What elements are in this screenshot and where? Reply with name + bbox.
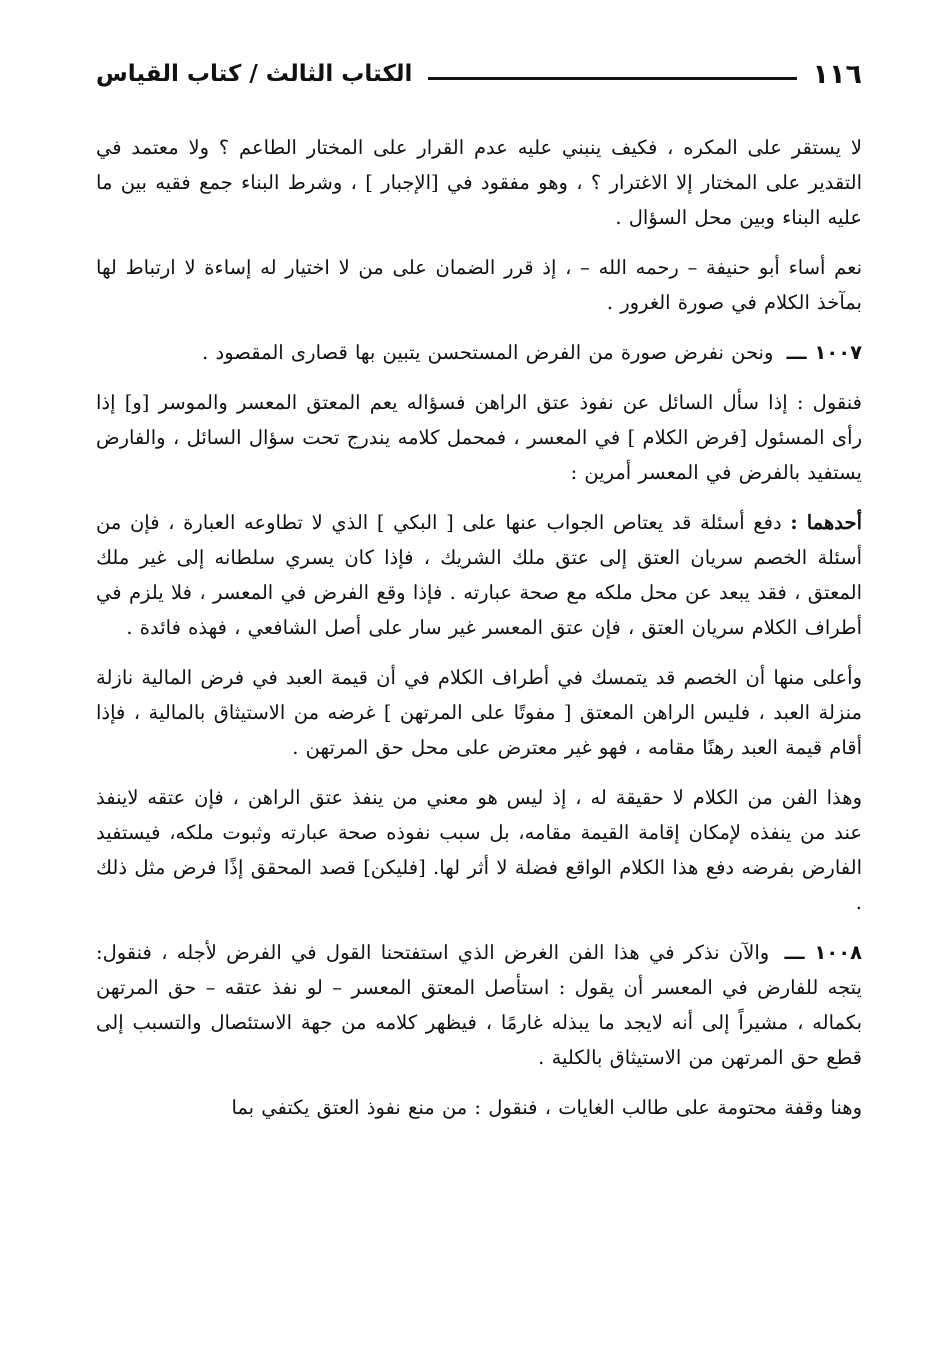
paragraph-text: وأعلى منها أن الخصم قد يتمسك في أطراف الكلام في أن قيمة العبد في فرض المالية نازلة منزلة العبد ، فليس الراهن المعتق [ مفوتًا على المرتهن ] غرضه من الاستيثاق بالمالية ، فإذا أقام قيمة العبد رهنًا مقامه ، فهو غير معترض على محل حق المرتهن .	[96, 666, 862, 759]
paragraph	[96, 660, 862, 765]
paragraph-number: ١٠٠٨ ـــ	[784, 941, 862, 964]
paragraph	[96, 250, 862, 320]
paragraph-text: لا يستقر على المكره ، فكيف ينبني عليه عدم القرار على المختار الطاعم ؟ ولا معتمد في التقدير على المختار إلا الاغترار ؟ ، وهو مفقود في [الإجبار ] ، وشرط البناء جمع فقيه بين ما عليه البناء وبين محل السؤال .	[96, 136, 862, 229]
paragraph-text: والآن نذكر في هذا الفن الغرض الذي استفتحنا القول في الفرض لأجله ، فنقول: يتجه للفارض في المعسر أن يقول : استأصل المعتق المعسر – لو نفذ عتقه – حق المرتهن بكماله ، مشيراً إلى أنه لايجد ما يبذله غارمًا ، فيظهر كلامه من جهة الاستئصال والتسبب إلى قطع حق المرتهن من الاستيثاق بالكلية .	[96, 941, 862, 1069]
body-text	[96, 130, 862, 1125]
paragraph	[96, 780, 862, 920]
paragraph-text: فنقول : إذا سأل السائل عن نفوذ عتق الراهن فسؤاله يعم المعتق المعسر والموسر [و] إذا رأى المسئول [فرض الكلام ] في المعسر ، فمحمل كلامه يندرج تحت سؤال السائل ، والفارض يستفيد بالفرض في المعسر أمرين :	[96, 391, 862, 484]
paragraph	[96, 130, 862, 235]
numbered-paragraph	[96, 935, 862, 1075]
paragraph	[96, 505, 862, 645]
paragraph-text: وهنا وقفة محتومة على طالب الغايات ، فنقول : من منع نفوذ العتق يكتفي بما	[231, 1096, 862, 1119]
running-title: الكتاب الثالث / كتاب القياس	[96, 61, 413, 87]
header-rule	[428, 77, 796, 80]
paragraph-text: وهذا الفن من الكلام لا حقيقة له ، إذ ليس هو معني من ينفذ عتق الراهن ، فإن عتقه لاينفذ عند من ينفذه لإمكان إقامة القيمة مقامه، بل سبب نفوذه صحة عبارته وثبوت ملكه، فيستفيد الفارض بفرضه دفع هذا الكلام الواقع فضلة لا أثر لها. [فليكن] قصد المحقق إذًا فرض مثل ذلك .	[96, 786, 862, 914]
page-number: ١١٦	[812, 58, 862, 90]
paragraph	[96, 385, 862, 490]
paragraph-lead-word: أحدهما :	[790, 511, 863, 534]
paragraph-text: دفع أسئلة قد يعتاص الجواب عنها على [ البكي ] الذي لا تطاوعه العبارة ، فإن من أسئلة الخصم سريان العتق إلى عتق ملك الشريك ، فإذا كان يسري سلطانه إلى غير ملك المعتق ، فقد يبعد عن محل ملكه مع صحة عبارته . فإذا وقع الفرض في المعسر ، فلا يلزم في أطراف الكلام سريان العتق ، فإن عتق المعسر غير سار على أصل الشافعي ، فهذه فائدة .	[96, 511, 862, 639]
numbered-paragraph	[96, 335, 862, 370]
running-header	[96, 52, 862, 96]
paragraph	[96, 1090, 862, 1125]
paragraph-text: ونحن نفرض صورة من الفرض المستحسن يتبين بها قصارى المقصود .	[202, 341, 774, 364]
paragraph-text: نعم أساء أبو حنيفة – رحمه الله – ، إذ قرر الضمان على من لا اختيار له إساءة لا ارتباط لها بمآخذ الكلام في صورة الغرور .	[96, 256, 862, 314]
paragraph-number: ١٠٠٧ ـــ	[786, 341, 862, 364]
